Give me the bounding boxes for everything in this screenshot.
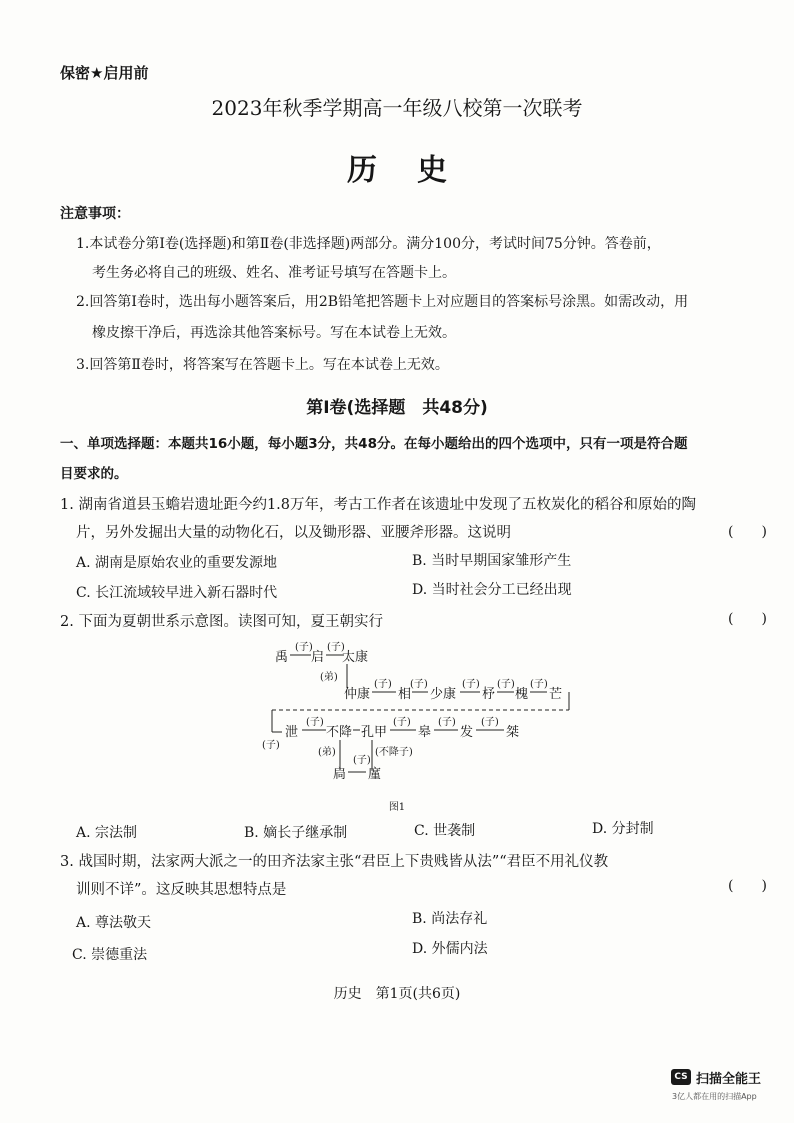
scanner-app-name: 扫描全能王 <box>696 1072 762 1087</box>
rel-son-label: (子) <box>306 717 324 728</box>
confidential-label: 保密★启用前 <box>60 64 149 82</box>
q1-stem-line-1: 1. 湖南省道县玉蟾岩遗址距今约1.8万年，考古工作者在该遗址中发现了五枚炭化的稻谷和原始的陶 <box>60 497 696 513</box>
rel-not-son-label: (不降子) <box>375 747 413 758</box>
ruler-huai: 槐 <box>515 687 529 702</box>
q1-stem-line-2: 片，另外发掘出大量的动物化石，以及锄形器、亚腰斧形器。这说明 <box>76 525 511 541</box>
section-instruction-2: 目要求的。 <box>60 466 128 482</box>
exam-title: 2023年秋季学期高一年级八校第一次联考 <box>211 96 583 120</box>
q2-stem: 2. 下面为夏朝世系示意图。读图可知，夏王朝实行 <box>60 614 383 630</box>
rel-son-label: (子) <box>462 679 480 690</box>
rel-son-label: (子) <box>327 642 345 653</box>
q1-option-a: A. 湖南是原始农业的重要发源地 <box>76 555 278 571</box>
notice-line-2: 考生务必将自己的班级、姓名、准考证号填写在答题卡上。 <box>92 265 456 281</box>
section-instruction-1: 一、单项选择题：本题共16小题，每小题3分，共48分。在每小题给出的四个选项中，只有一项是符合题 <box>60 436 688 452</box>
q1-option-d: D. 当时社会分工已经出现 <box>412 582 572 598</box>
q1-option-c: C. 长江流域较早进入新石器时代 <box>76 585 278 601</box>
notice-line-3: 2.回答第Ⅰ卷时，选出每小题答案后，用2B铅笔把答题卡上对应题目的答案标号涂黑。如需改动，用 <box>76 294 689 310</box>
ruler-yu: 禹 <box>275 650 289 665</box>
rel-son-label: (子) <box>530 679 548 690</box>
q1-answer-bracket: ( ) <box>728 524 767 540</box>
rel-brother-label: (弟) <box>320 672 338 683</box>
rel-son-label: (子) <box>353 755 371 766</box>
figure-caption: 图1 <box>388 802 406 813</box>
ruler-jie: 桀 <box>506 725 520 740</box>
page-footer: 历史 第1页(共6页) <box>333 986 461 1002</box>
q1-option-b: B. 当时早期国家雏形产生 <box>412 553 572 569</box>
ruler-taikang: 太康 <box>342 650 369 665</box>
rel-son-label: (子) <box>497 679 515 690</box>
q3-option-b: B. 尚法存礼 <box>412 911 488 927</box>
ruler-kongjia: 孔甲 <box>361 725 388 740</box>
ruler-xiang: 相 <box>398 687 412 702</box>
q3-option-d: D. 外儒内法 <box>412 941 488 957</box>
ruler-zhongkang: 仲康 <box>344 687 371 702</box>
notice-line-5: 3.回答第Ⅱ卷时，将答案写在答题卡上。写在本试卷上无效。 <box>76 357 449 373</box>
rel-son-label: (子) <box>393 717 411 728</box>
ruler-gao: 皋 <box>418 725 432 740</box>
q2-answer-bracket: ( ) <box>728 611 767 627</box>
q3-option-a: A. 尊法敬天 <box>76 915 152 931</box>
ruler-jin: 廑 <box>368 767 382 782</box>
section-title: 第Ⅰ卷(选择题 共48分) <box>306 398 488 418</box>
q3-stem-line-2: 训则不详”。这反映其思想特点是 <box>76 882 287 898</box>
q2-option-c: C. 世袭制 <box>414 823 476 839</box>
rel-son-label: (子) <box>410 679 428 690</box>
q3-option-c: C. 崇德重法 <box>72 947 148 963</box>
ruler-fa: 发 <box>460 725 474 740</box>
notice-line-4: 橡皮擦干净后，再选涂其他答案标号。写在本试卷上无效。 <box>92 325 456 341</box>
scanner-tagline: 3亿人都在用的扫描App <box>672 1092 757 1101</box>
rel-son-label: (子) <box>262 740 280 751</box>
subject-title: 历史 <box>347 153 487 188</box>
rel-son-label: (子) <box>481 717 499 728</box>
ruler-bujiang: 不降 <box>326 725 353 740</box>
ruler-xie: 泄 <box>285 725 299 740</box>
ruler-qi: 启 <box>311 650 325 665</box>
q3-stem-line-1: 3. 战国时期，法家两大派之一的田齐法家主张“君臣上下贵贱皆从法”“君臣不用礼仪教 <box>60 854 609 870</box>
q2-option-d: D. 分封制 <box>592 821 654 837</box>
q3-answer-bracket: ( ) <box>728 878 767 894</box>
ruler-shaokang: 少康 <box>430 687 457 702</box>
q2-option-a: A. 宗法制 <box>76 825 138 841</box>
ruler-mang: 芒 <box>549 687 563 702</box>
rel-son-label: (子) <box>374 679 392 690</box>
rel-brother-label: (弟) <box>318 747 336 758</box>
rel-son-label: (子) <box>295 642 313 653</box>
notice-heading: 注意事项： <box>60 206 130 222</box>
notice-line-1: 1.本试卷分第Ⅰ卷(选择题)和第Ⅱ卷(非选择题)两部分。满分100分，考试时间75分钟。答卷前， <box>76 236 661 252</box>
ruler-jiong: 扃 <box>333 767 347 782</box>
ruler-zhu: 杼 <box>482 687 496 702</box>
camscanner-logo-icon: CS <box>671 1069 691 1085</box>
rel-son-label: (子) <box>438 717 456 728</box>
q2-option-b: B. 嫡长子继承制 <box>244 825 348 841</box>
